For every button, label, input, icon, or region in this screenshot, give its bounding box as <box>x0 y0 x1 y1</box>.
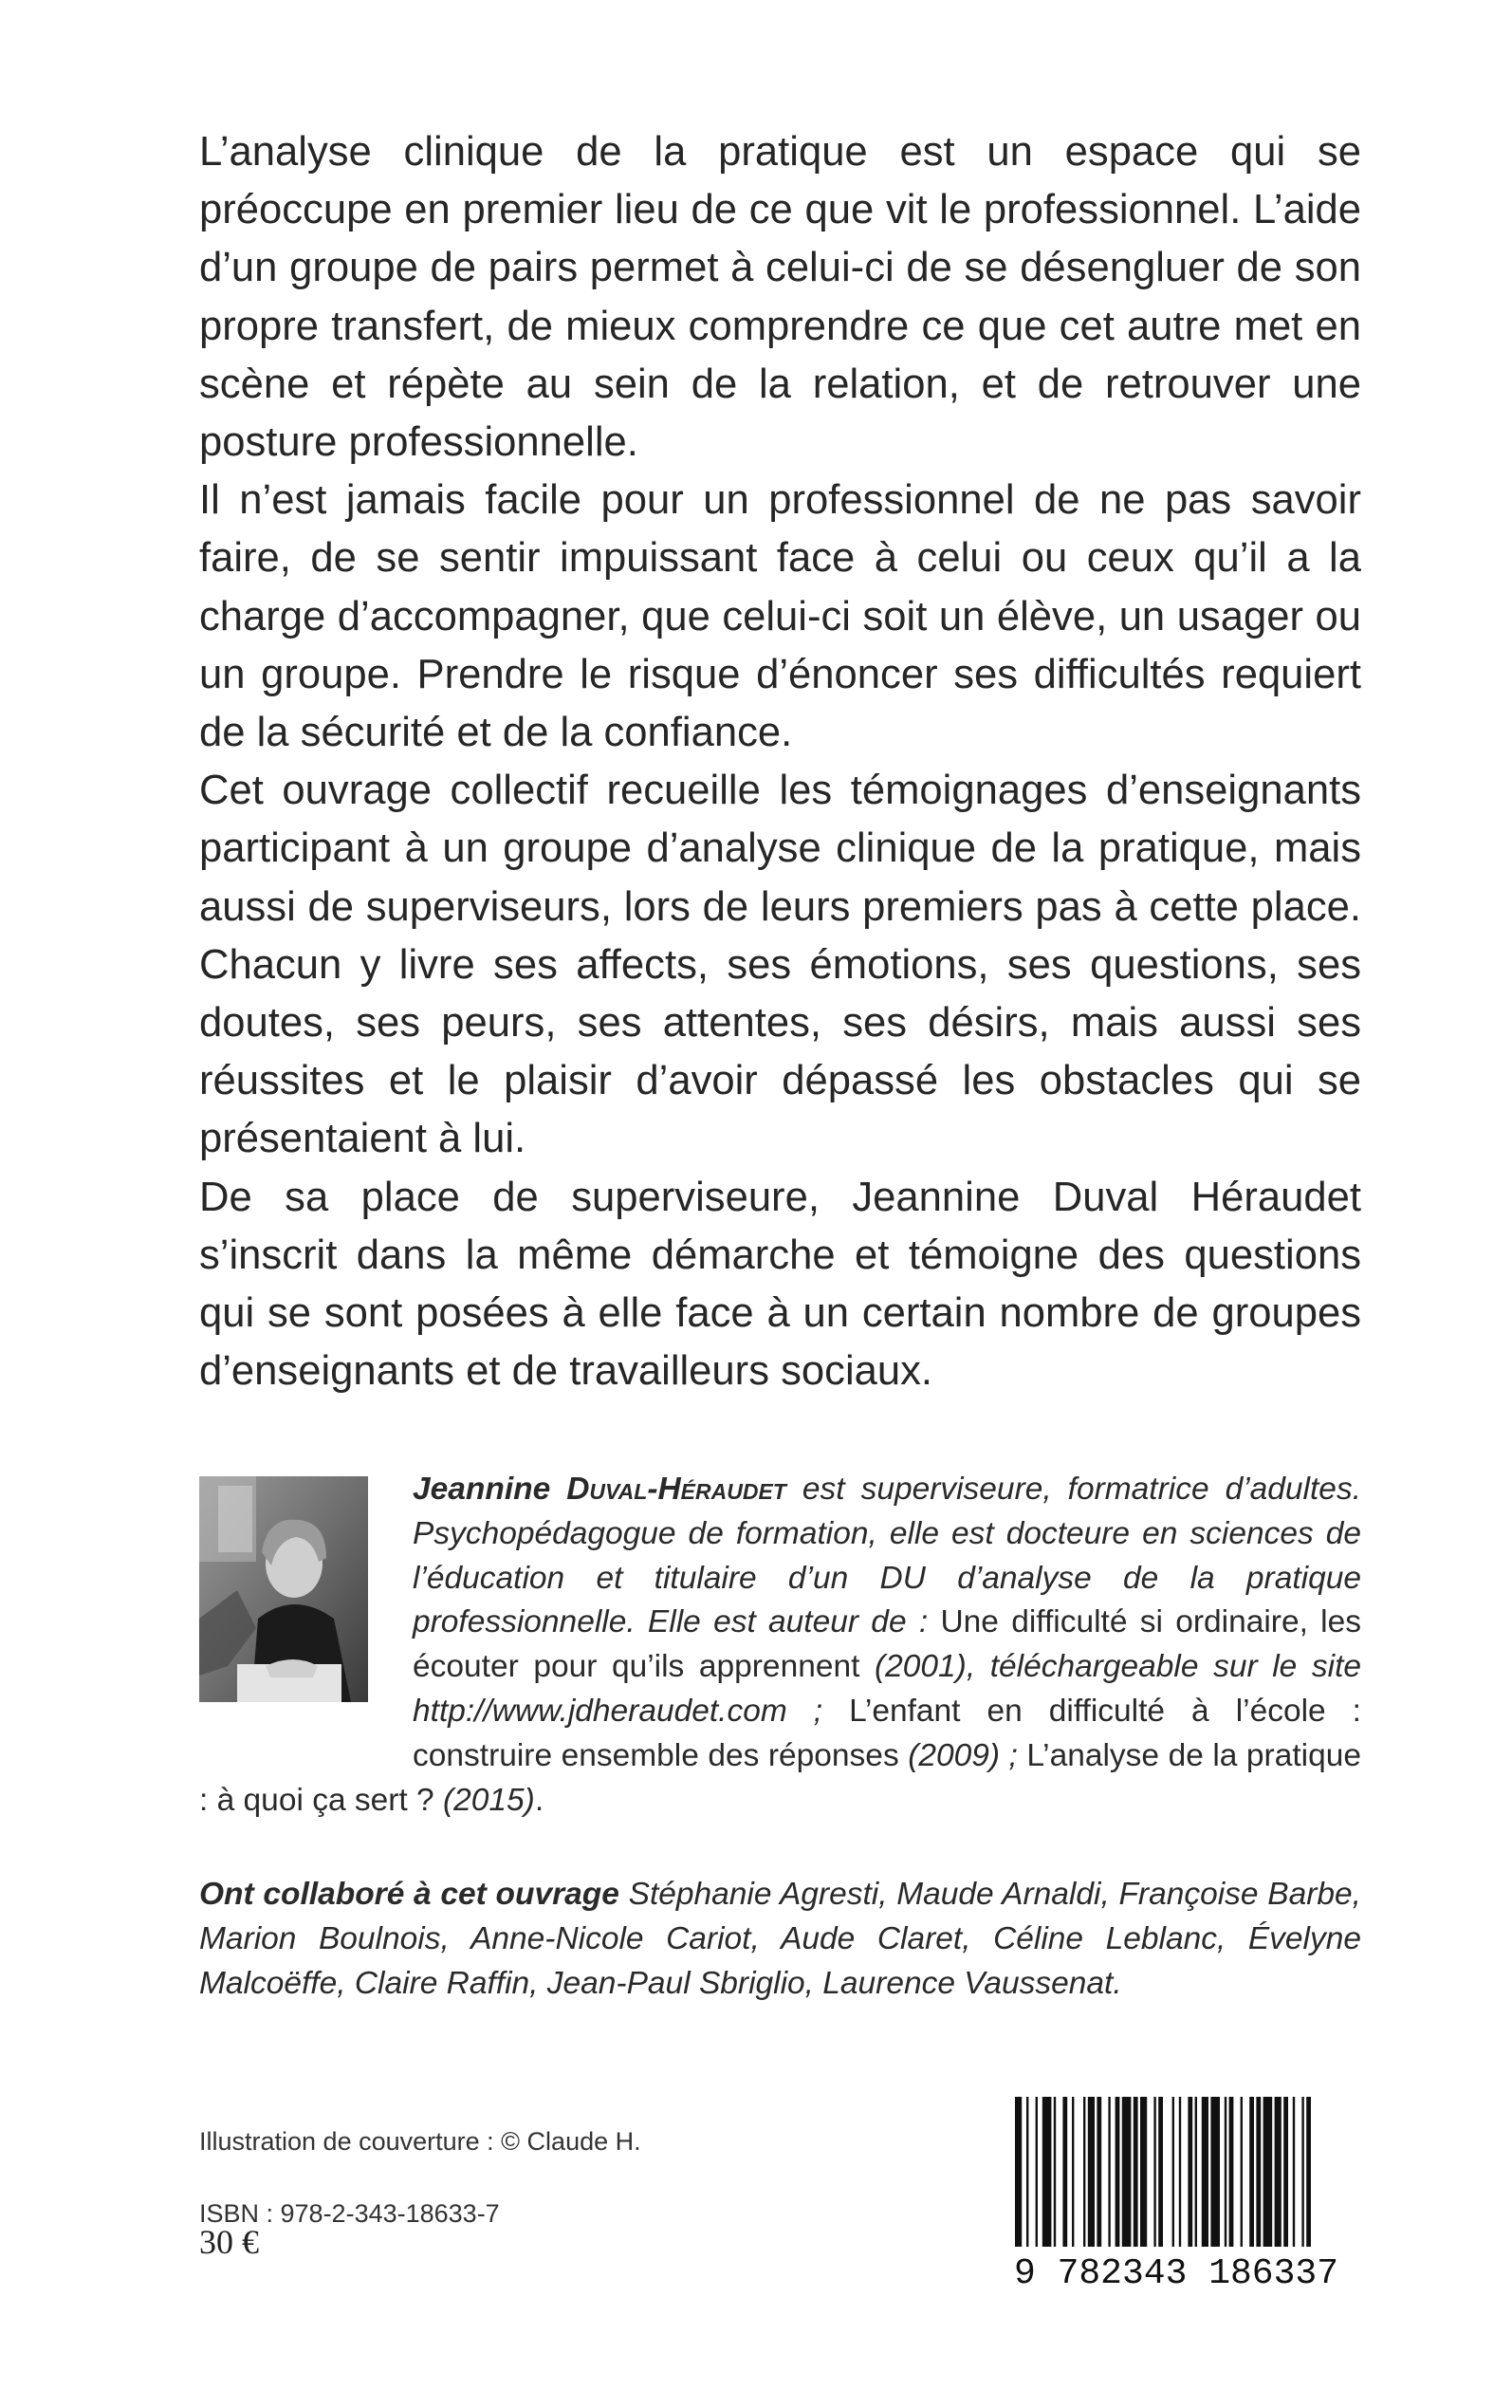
barcode-bar <box>1301 2097 1303 2247</box>
summary-paragraph: L’analyse clinique de la pratique est un espace qui se préoccupe en premier lieu de ce que vit le professionnel. L’aide d’un groupe de pairs permet à celui-ci de se désengluer de son propre transfert, de mieux comprendre ce que cet autre met en scène et répète au sein de la relation, et de retrouver une posture professionnelle. <box>199 129 1361 466</box>
barcode-bar <box>1202 2097 1208 2247</box>
barcode-bar <box>1083 2097 1085 2247</box>
barcode-bar <box>1179 2097 1181 2247</box>
barcode-bar <box>1188 2097 1192 2247</box>
isbn: ISBN : 978-2-343-18633-7 <box>199 2199 500 2228</box>
barcode-bar <box>1062 2097 1067 2247</box>
book-year: (2009) ; <box>898 1737 1027 1773</box>
barcode-bar <box>1275 2097 1282 2247</box>
barcode-bar <box>1122 2097 1132 2247</box>
barcode-bar <box>1293 2097 1295 2247</box>
barcode-bar <box>1306 2097 1311 2247</box>
barcode-bar <box>1229 2097 1234 2247</box>
summary-paragraph: De sa place de superviseure, Jeannine Duval Héraudet s’inscrit dans la même démarche et témoigne des questions qui se sont posées à elle face à un certain nombre de groupes d’enseignants et de travailleurs sociaux. <box>199 1174 1361 1395</box>
barcode-bar <box>1283 2097 1288 2247</box>
barcode-bar <box>1134 2097 1138 2247</box>
author-last-name: Duval-Héraudet <box>566 1472 786 1507</box>
barcode <box>996 2097 1356 2287</box>
author-biography <box>199 1468 1361 1823</box>
book-title: L’enfant en difficulté à l’école : construire ensemble des réponses <box>413 1693 1361 1773</box>
contributors <box>199 1873 1361 2006</box>
barcode-bar <box>1097 2097 1101 2247</box>
summary-paragraph: Il n’est jamais facile pour un professionnel de ne pas savoir faire, de se sentir impuissant face à celui ou ceux qu’il a la charge d’accompagner, que celui-ci soit un élève, un usager ou un groupe. Prendre le risque d’énoncer ses difficultés requiert de la sécurité et de la confiance. <box>199 477 1361 756</box>
price: 30 € <box>199 2223 259 2261</box>
barcode-bar <box>1054 2097 1056 2247</box>
book-year: (2001), téléchargeable sur le site http://www.jdheraudet.com ; <box>413 1649 1362 1729</box>
author-first-name: Jeannine <box>413 1472 567 1507</box>
barcode-number: 9 782343 186337 <box>1013 2253 1339 2287</box>
barcode-bar <box>1195 2097 1197 2247</box>
barcode-bar <box>1153 2097 1155 2247</box>
barcode-bar <box>1088 2097 1095 2247</box>
book-title: Une difficulté si ordinaire, les écouter pour qu’ils apprennent <box>413 1604 1361 1685</box>
book-year: (2015) <box>433 1782 535 1818</box>
illustration-credit: Illustration de couverture : © Claude H. <box>199 2127 641 2156</box>
barcode-bar <box>1116 2097 1120 2247</box>
barcode-bar <box>1015 2097 1022 2247</box>
barcode-bar <box>1210 2097 1220 2247</box>
barcode-bar <box>1158 2097 1163 2247</box>
barcode-bar <box>1036 2097 1038 2247</box>
barcode-bar <box>1172 2097 1174 2247</box>
barcode-bar <box>1140 2097 1147 2247</box>
book-title: L’analyse de la pratique : à quoi ça sert ? <box>199 1737 1361 1818</box>
bio-intro: est superviseure, formatrice d’adultes. Psychopédagogue de formation, elle est docteure en sciences de l’éducation et titulaire d’un DU d’analyse de la pratique professionnelle. Elle est auteur de : <box>413 1472 1361 1640</box>
barcode-bar <box>1026 2097 1028 2247</box>
barcode-bar <box>1108 2097 1110 2247</box>
contributors-label: Ont collaboré à cet ouvrage <box>199 1877 619 1912</box>
contributors-names: Stéphanie Agresti, Maude Arnaldi, Françoise Barbe, Marion Boulnois, Anne-Nicole Cariot, Aude Claret, Céline Leblanc, Évelyne Malcoëffe, Claire Raffin, Jean-Paul Sbriglio, Laurence Vaussenat. <box>199 1877 1361 2001</box>
summary-paragraph: Cet ouvrage collectif recueille les témoignages d’enseignants participant à un groupe d’analyse clinique de la pratique, mais aussi de superviseurs, lors de leurs premiers pas à cette place. Chacun y livre ses affects, ses émotions, ses questions, ses doutes, ses peurs, ses attentes, ses désirs, mais aussi ses réussites et le plaisir d’avoir dépassé les obstacles qui se présentaient à lui. <box>199 768 1361 1162</box>
barcode-bar <box>1241 2097 1243 2247</box>
barcode-bar <box>1256 2097 1261 2247</box>
barcode-bar <box>1072 2097 1074 2247</box>
bio-end: . <box>534 1782 544 1818</box>
barcode-bar <box>1263 2097 1273 2247</box>
barcode-bar <box>1225 2097 1226 2247</box>
barcode-bar <box>1249 2097 1254 2247</box>
barcode-bar <box>1042 2097 1052 2247</box>
back-cover-summary <box>199 123 1361 1400</box>
